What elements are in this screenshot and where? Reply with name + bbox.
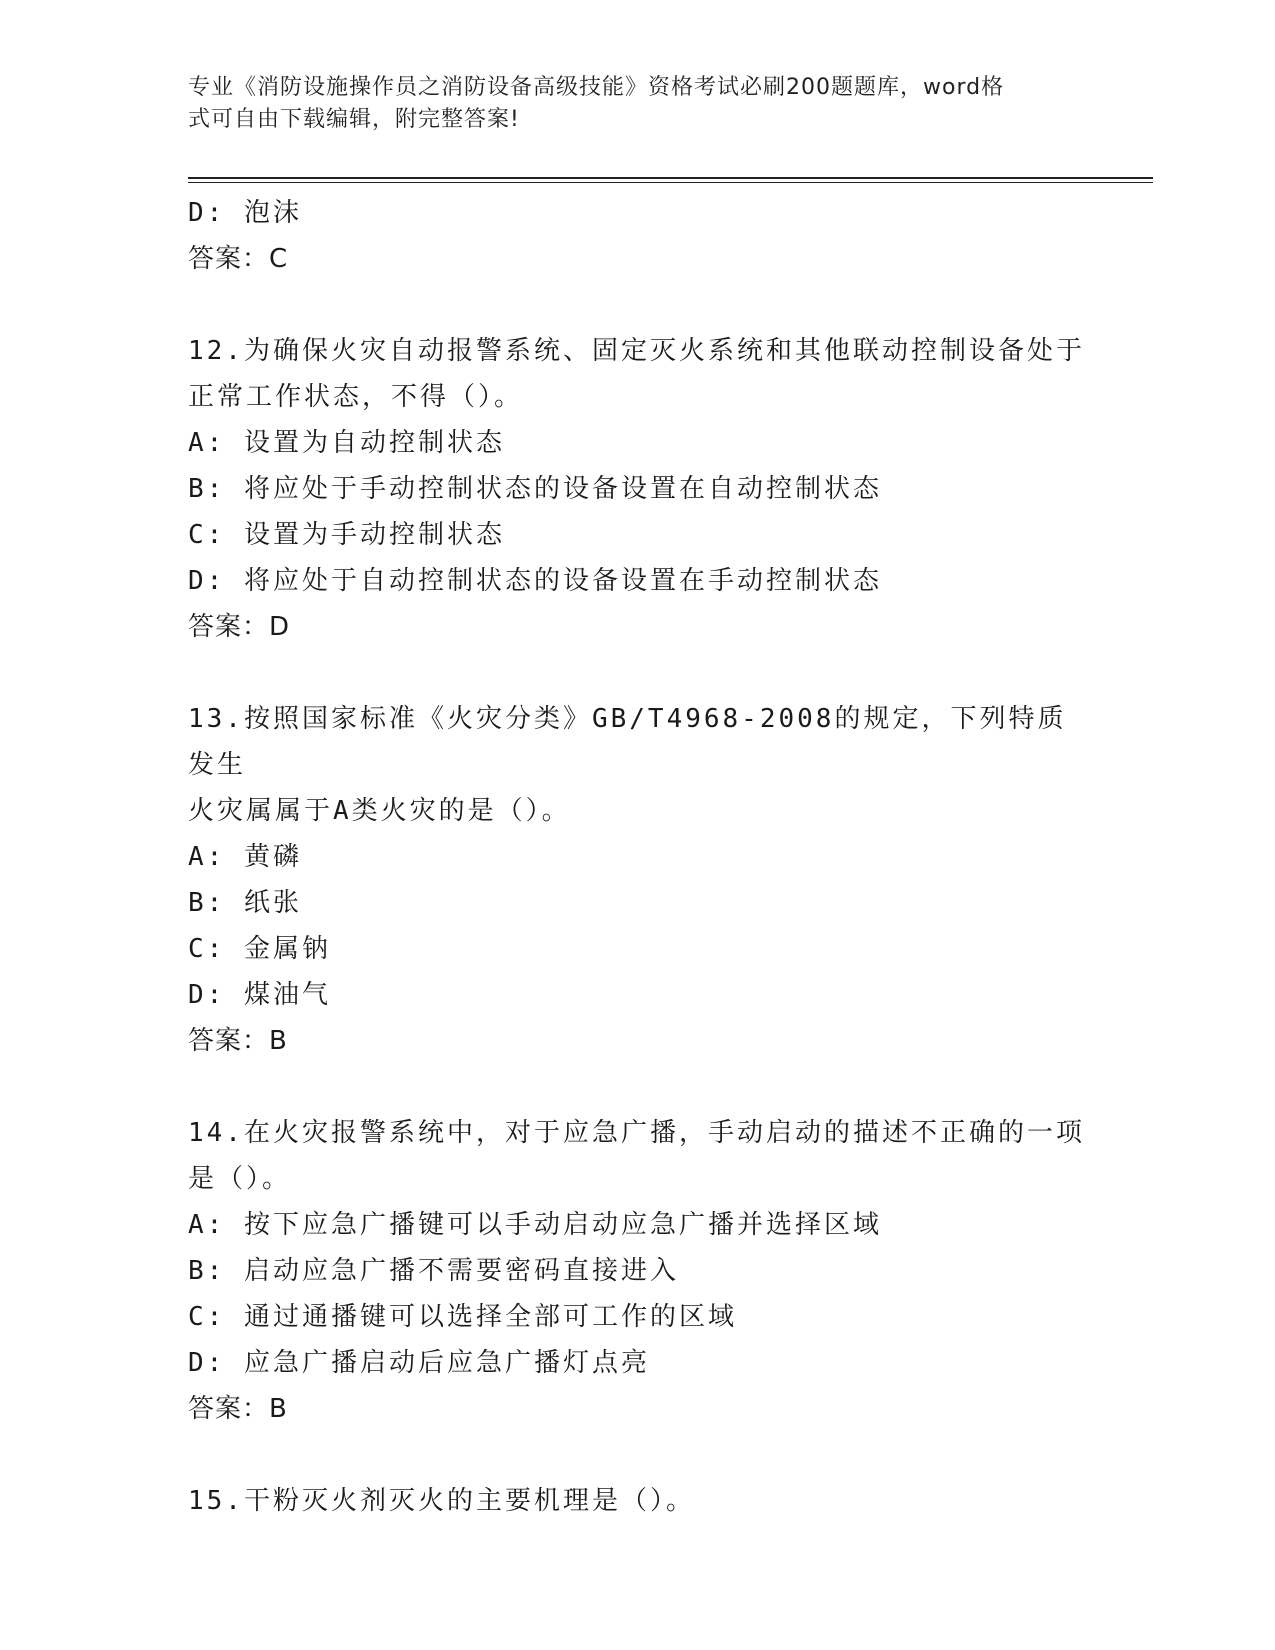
header-line-2: 式可自由下载编辑，附完整答案! (188, 107, 520, 132)
header-rule-thick (188, 177, 1153, 179)
answer: 答案：B (188, 1026, 288, 1056)
question-stem-line: 15.干粉灭火剂灭火的主要机理是（）。 (188, 1486, 695, 1516)
option-c: C: 金属钠 (188, 934, 331, 964)
answer: 答案：D (188, 612, 291, 642)
option-a: A: 设置为自动控制状态 (188, 428, 505, 458)
question-content (188, 190, 1088, 1524)
prev-option-d: D: 泡沫 (188, 198, 302, 228)
option-b: B: 启动应急广播不需要密码直接进入 (188, 1256, 679, 1286)
question-14 (188, 1110, 1088, 1432)
option-c: C: 通过通播键可以选择全部可工作的区域 (188, 1302, 737, 1332)
document-header (188, 72, 1088, 136)
header-rule-thin (188, 182, 1153, 183)
question-stem-line: 14.在火灾报警系统中，对于应急广播，手动启动的描述不正确的一项 (188, 1118, 1085, 1148)
prev-answer: 答案：C (188, 244, 289, 274)
spacer (188, 1064, 1088, 1110)
option-a: A: 按下应急广播键可以手动启动应急广播并选择区域 (188, 1210, 882, 1240)
question-stem-line: 13.按照国家标准《火灾分类》GB/T4968-2008的规定，下列特质发生 (188, 704, 1067, 780)
question-13 (188, 696, 1088, 1064)
question-stem-line: 火灾属属于A类火灾的是（）。 (188, 796, 571, 826)
question-stem-line: 是（）。 (188, 1164, 292, 1194)
option-d: D: 将应处于自动控制状态的设备设置在手动控制状态 (188, 566, 882, 596)
question-stem-line: 正常工作状态，不得（）。 (188, 382, 524, 412)
option-a: A: 黄磷 (188, 842, 302, 872)
option-b: B: 将应处于手动控制状态的设备设置在自动控制状态 (188, 474, 882, 504)
option-d: D: 应急广播启动后应急广播灯点亮 (188, 1348, 650, 1378)
spacer (188, 1432, 1088, 1478)
option-c: C: 设置为手动控制状态 (188, 520, 505, 550)
spacer (188, 650, 1088, 696)
option-d: D: 煤油气 (188, 980, 331, 1010)
header-line-1: 专业《消防设施操作员之消防设备高级技能》资格考试必刷200题题库，word格 (188, 75, 1005, 100)
question-stem-line: 12.为确保火灾自动报警系统、固定灭火系统和其他联动控制设备处于 (188, 336, 1085, 366)
answer: 答案：B (188, 1394, 288, 1424)
option-b: B: 纸张 (188, 888, 302, 918)
question-15 (188, 1478, 1088, 1524)
question-12 (188, 328, 1088, 650)
spacer (188, 282, 1088, 328)
